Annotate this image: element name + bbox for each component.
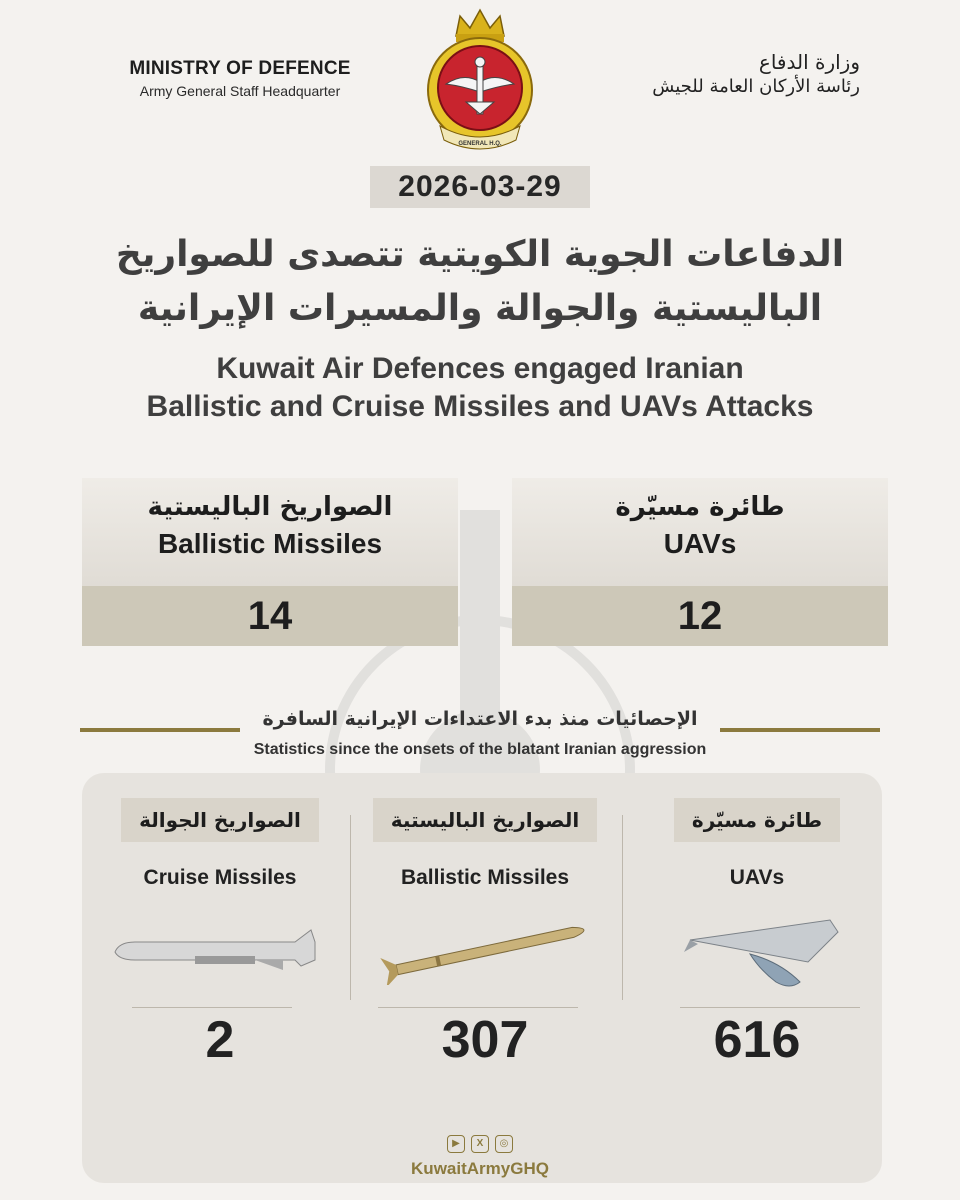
cruise-count-wrap <box>105 1010 335 1070</box>
section-divider-right <box>720 728 880 732</box>
ballistic-count-wrap <box>370 1010 600 1070</box>
headline-ar-line2: الباليستية والجوالة والمسيرات الإيرانية <box>137 288 823 329</box>
date-badge: 2026-03-29 <box>370 166 590 208</box>
totals-column-ballistic <box>370 798 600 890</box>
totals-column-cruise <box>105 798 335 890</box>
headline-en <box>60 350 900 426</box>
hq-name-en: Army General Staff Headquarter <box>139 83 341 99</box>
headline-ar-line1: الدفاعات الجوية الكويتية تتصدى للصواريخ <box>115 234 845 275</box>
daily-uav-count: 12 <box>512 586 888 646</box>
uav-count-wrap <box>642 1010 872 1070</box>
ballistic-label-en: Ballistic Missiles <box>400 866 570 889</box>
social-footer <box>380 1135 580 1179</box>
number-divider <box>378 1007 578 1008</box>
ballistic-label-ar: الصواريخ الباليستية <box>373 798 597 842</box>
army-emblem-logo <box>416 6 544 156</box>
daily-ballistic-count: 14 <box>82 586 458 646</box>
section-divider-left <box>80 728 240 732</box>
instagram-icon[interactable]: ◎ <box>495 1135 513 1153</box>
headline-en-line2: Ballistic and Cruise Missiles and UAVs Attacks <box>146 390 814 423</box>
section-title-en: Statistics since the onsets of the blatant Iranian aggression <box>253 741 707 758</box>
ministry-name-en: MINISTRY OF DEFENCE <box>129 58 351 79</box>
totals-column-uav <box>642 798 872 890</box>
hq-name-ar: رئاسة الأركان العامة للجيش <box>652 76 860 97</box>
uav-label-en: UAVs <box>729 866 785 889</box>
daily-card-ballistic <box>82 478 458 646</box>
cruise-missile-icon <box>105 920 325 980</box>
headline-ar <box>60 228 900 336</box>
section-title-ar: الإحصائيات منذ بدء الاعتداءات الإيرانية السافرة <box>262 708 698 730</box>
daily-card-uav <box>512 478 888 646</box>
daily-ballistic-label-ar: الصواريخ الباليستية <box>147 492 393 522</box>
cruise-label-ar: الصواريخ الجوالة <box>121 798 319 842</box>
number-divider <box>132 1007 292 1008</box>
column-divider <box>622 815 623 1000</box>
x-icon[interactable]: X <box>471 1135 489 1153</box>
number-divider <box>680 1007 860 1008</box>
uav-count: 616 <box>713 1011 801 1069</box>
ministry-name-ar: وزارة الدفاع <box>758 50 860 74</box>
ministry-header-en <box>90 58 390 99</box>
ministry-header-ar <box>570 50 860 97</box>
daily-ballistic-label-en: Ballistic Missiles <box>157 528 383 559</box>
cruise-count: 2 <box>205 1011 235 1069</box>
column-divider <box>350 815 351 1000</box>
uav-icon <box>680 912 850 997</box>
social-handle[interactable]: KuwaitArmyGHQ <box>411 1159 549 1178</box>
youtube-icon[interactable]: ▶ <box>447 1135 465 1153</box>
daily-uav-label-en: UAVs <box>663 528 737 559</box>
daily-uav-label-ar: طائرة مسيّرة <box>615 492 785 522</box>
logo-ribbon-text: GENERAL H.Q. <box>458 141 502 147</box>
cruise-label-en: Cruise Missiles <box>143 866 297 889</box>
headline-en-line1: Kuwait Air Defences engaged Iranian <box>216 352 744 385</box>
ballistic-missile-icon <box>375 915 605 985</box>
ballistic-count: 307 <box>441 1011 529 1069</box>
uav-label-ar: طائرة مسيّرة <box>674 798 840 842</box>
